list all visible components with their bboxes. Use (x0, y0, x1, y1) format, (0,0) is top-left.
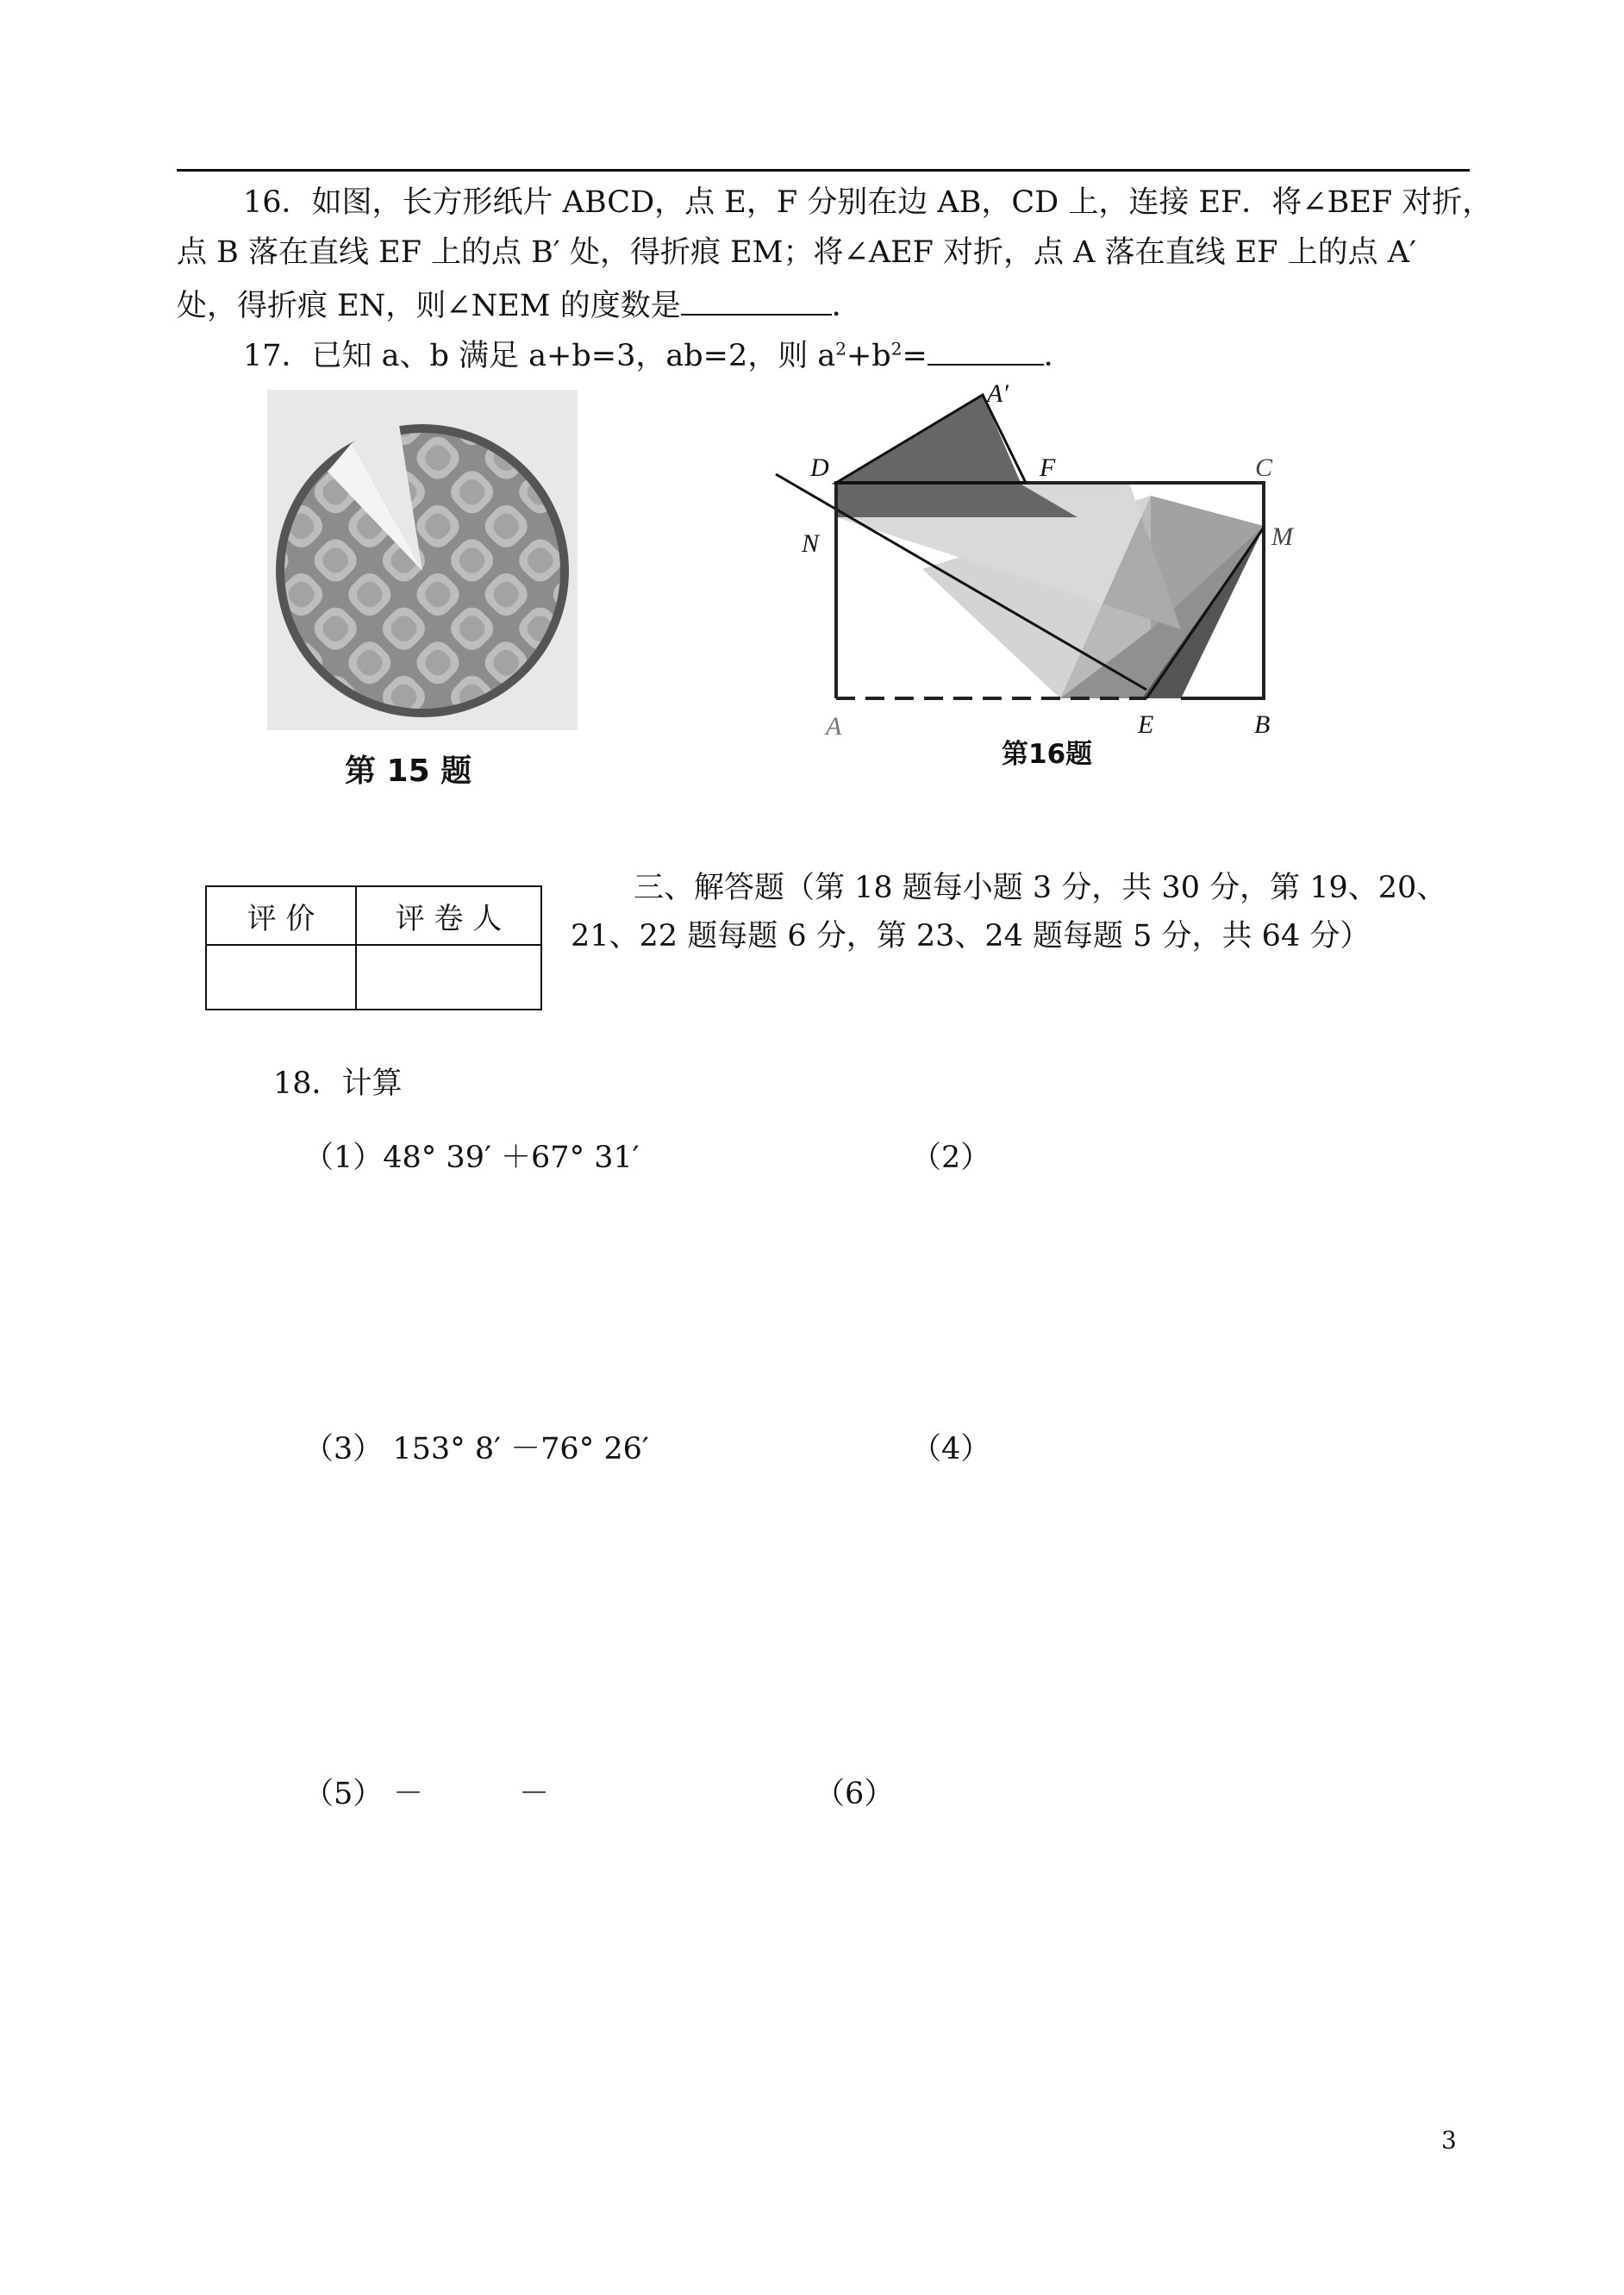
q17-post: = (902, 339, 928, 373)
fig16-diagram (750, 379, 1319, 793)
q17-pre: 17．已知 a、b 满足 a+b=3，ab=2，则 a (243, 339, 836, 373)
q18-part4: （4） (911, 1432, 991, 1466)
q17-end: ． (1043, 339, 1074, 373)
q16-line3-text: 处，得折痕 EN，则∠NEM 的度数是 (177, 289, 681, 323)
grade-table-col2: 评 卷 人 (356, 886, 541, 945)
fig15-caption: 第 15 题 (345, 754, 472, 789)
grade-table-col1: 评 价 (206, 886, 356, 945)
q18-part6: （6） (815, 1777, 895, 1811)
section3-line1: 三、解答题（第 18 题每小题 3 分，共 30 分，第 19、20、 (634, 871, 1447, 905)
label-b: B (1254, 710, 1271, 739)
q16-answer-blank[interactable] (681, 288, 832, 316)
q16-line2: 点 B 落在直线 EF 上的点 B′ 处，得折痕 EM；将∠AEF 对折，点 A 落在直线 EF 上的点 A′ (177, 235, 1417, 270)
label-d: D (810, 453, 829, 482)
label-e: E (1138, 710, 1154, 739)
q16-end: ． (831, 289, 862, 323)
q18-part1: （1）48° 39′ ＋67° 31′ (303, 1141, 640, 1175)
q18-part5-minus2: － (519, 1777, 550, 1811)
label-n: N (802, 529, 820, 558)
grader-cell[interactable] (356, 945, 541, 1010)
q18-part5-label: （5） (303, 1777, 384, 1811)
section3-line2: 21、22 题每题 6 分，第 23、24 题每题 5 分，共 64 分） (571, 919, 1371, 954)
q16-line1: 16．如图，长方形纸片 ABCD，点 E，F 分别在边 AB，CD 上，连接 EF．将∠BEF 对折， (243, 185, 1493, 220)
label-m: M (1271, 522, 1293, 551)
q17-exp-b: 2 (890, 338, 903, 360)
q16-line3 (177, 288, 862, 322)
grade-table (205, 885, 542, 1010)
q17-mid: +b (846, 339, 891, 373)
label-f: F (1040, 453, 1056, 482)
fig16-caption: 第16题 (1002, 739, 1093, 770)
q18-part2: （2） (911, 1141, 991, 1175)
label-c: C (1255, 453, 1273, 482)
label-a-prime: A′ (987, 379, 1009, 408)
label-a: A (826, 712, 842, 741)
q18-title: 18．计算 (273, 1066, 403, 1101)
header-rule (177, 169, 1470, 172)
q17-exp-a: 2 (835, 338, 846, 360)
q17-line (243, 338, 1074, 372)
grade-score-cell[interactable] (206, 945, 356, 1010)
q18-part5-minus1: － (393, 1777, 424, 1811)
q18-part3: （3） 153° 8′ －76° 26′ (303, 1432, 649, 1466)
page-number: 3 (1441, 2126, 1457, 2154)
q17-answer-blank[interactable] (928, 338, 1044, 366)
fig15-photo (267, 390, 578, 730)
